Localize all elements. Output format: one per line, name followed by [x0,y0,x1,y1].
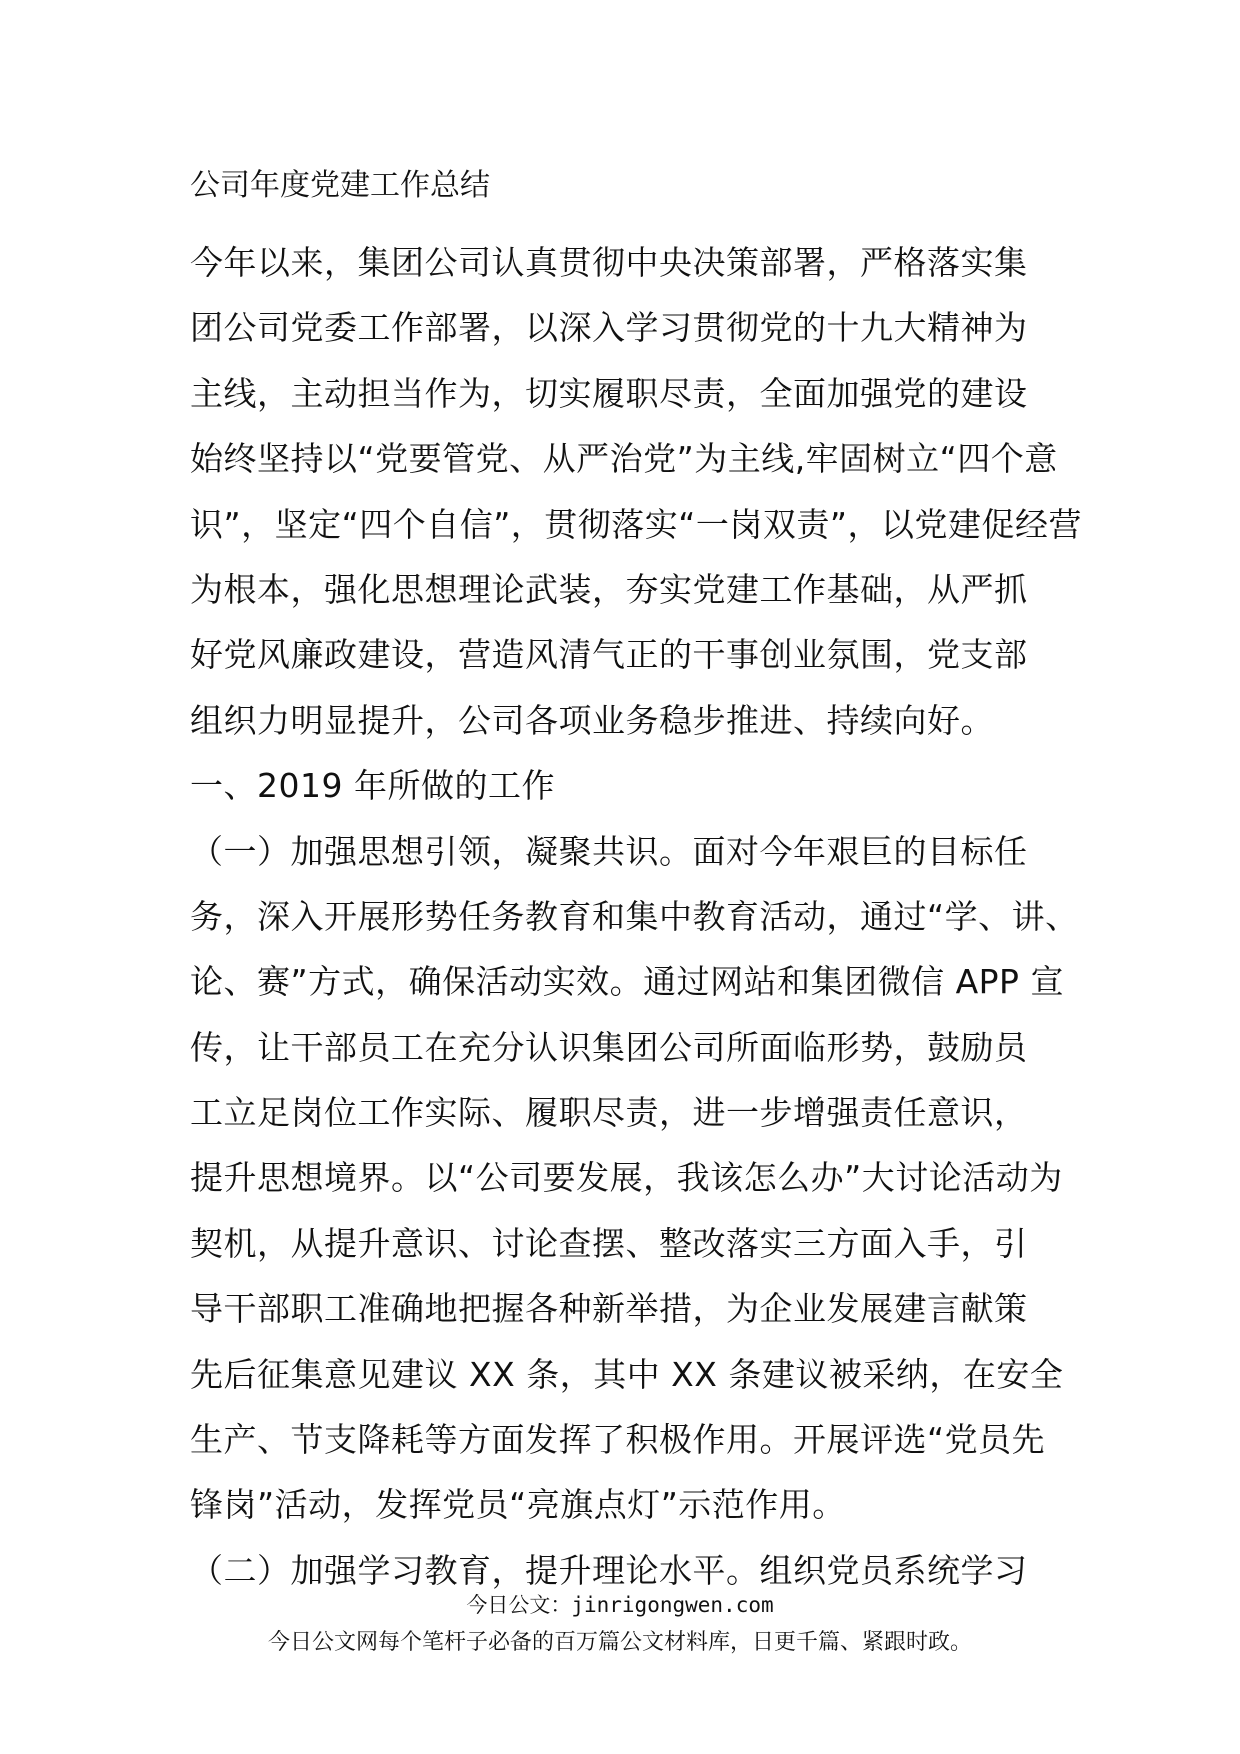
body-line: 务，深入开展形势任务教育和集中教育活动，通过“学、讲、 [190,896,1079,936]
footer-site-line [0,1590,1240,1620]
body-line: （一）加强思想引领，凝聚共识。面对今年艰巨的目标任 [190,831,1028,871]
body-line: 传，让干部员工在充分认识集团公司所面临形势，鼓励员 [190,1027,1028,1067]
body-line: 先后征集意见建议 XX 条，其中 XX 条建议被采纳，在安全 [190,1354,1064,1394]
body-line: 论、赛”方式，确保活动实效。通过网站和集团微信 APP 宣 [190,962,1064,1002]
body-line: 提升思想境界。以“公司要发展，我该怎么办”大讨论活动为 [190,1158,1063,1198]
body-line: 团公司党委工作部署，以深入学习贯彻党的十九大精神为 [190,308,1028,348]
body-line: 主线，主动担当作为，切实履职尽责，全面加强党的建设 [190,373,1028,413]
section-heading: 一、2019 年所做的工作 [190,766,555,806]
body-line: 好党风廉政建设，营造风清气正的干事创业氛围，党支部 [190,635,1028,675]
body-line: （二）加强学习教育，提升理论水平。组织党员系统学习 [190,1550,1028,1590]
body-line: 始终坚持以“党要管党、从严治党”为主线,牢固树立“四个意 [190,439,1058,479]
body-line: 导干部职工准确地把握各种新举措，为企业发展建言献策 [190,1289,1028,1329]
document-title: 公司年度党建工作总结 [190,168,490,203]
body-line: 组织力明显提升，公司各项业务稳步推进、持续向好。 [190,700,994,740]
body-line: 锋岗”活动，发挥党员“亮旗点灯”示范作用。 [190,1485,846,1525]
body-line: 识”，坚定“四个自信”，贯彻落实“一岗双责”，以党建促经营 [190,504,1082,544]
footer-slogan: 今日公文网每个笔杆子必备的百万篇公文材料库，日更千篇、紧跟时政。 [267,1630,972,1655]
body-line: 工立足岗位工作实际、履职尽责，进一步增强责任意识， [190,1093,1028,1133]
body-line: 生产、节支降耗等方面发挥了积极作用。开展评选“党员先 [190,1420,1046,1460]
footer-site-link[interactable]: jinrigongwen.com [571,1593,774,1617]
body-line: 今年以来，集团公司认真贯彻中央决策部署，严格落实集 [190,243,1028,282]
body-line: 契机，从提升意识、讨论查摆、整改落实三方面入手，引 [190,1223,1028,1263]
body-line: 为根本，强化思想理论武装，夯实党建工作基础，从严抓 [190,569,1028,609]
footer-site-label: 今日公文： [466,1593,572,1617]
document-body [190,230,1240,1603]
